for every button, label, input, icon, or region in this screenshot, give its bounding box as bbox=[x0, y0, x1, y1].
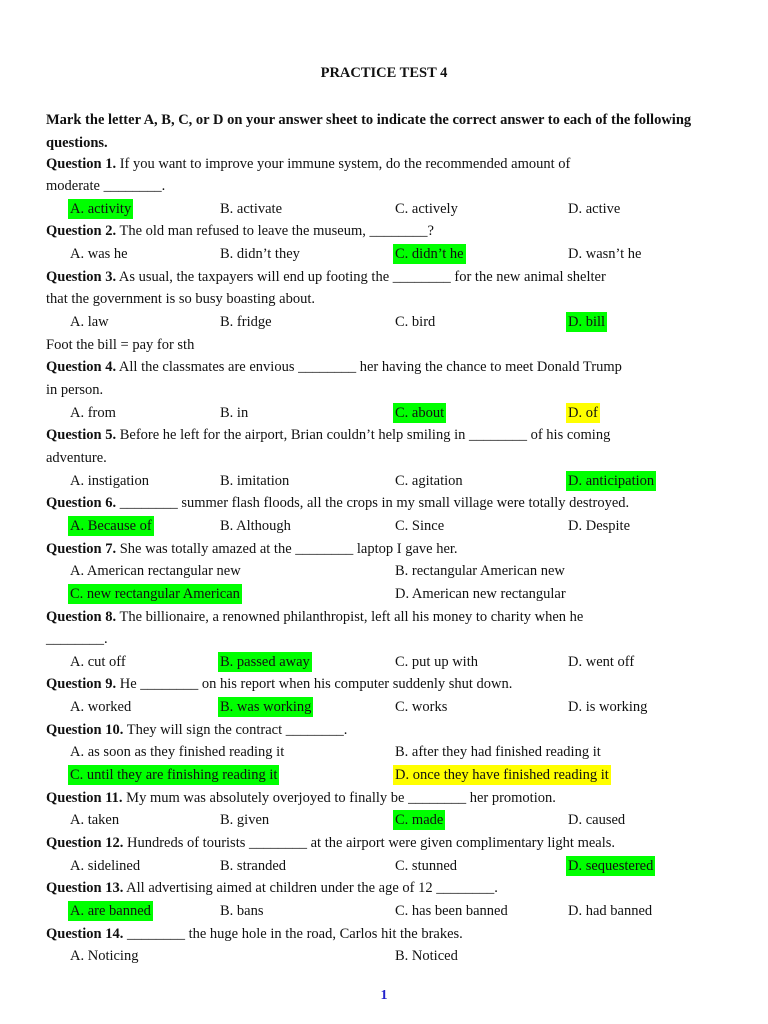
question-text: As usual, the taxpayers will end up footing the ________ for the new animal shelter bbox=[116, 268, 606, 285]
answer-option: D. sequestered bbox=[568, 857, 654, 874]
question-text: ________ summer flash floods, all the crops in my small village were totally destroyed. bbox=[116, 495, 630, 512]
question-label: Question 1. bbox=[46, 155, 117, 172]
answer-option: C. actively bbox=[395, 200, 458, 217]
question-text: that the government is so busy boasting about. bbox=[46, 291, 316, 308]
question-text-line bbox=[46, 924, 736, 944]
answer-option: A. are banned bbox=[70, 902, 151, 919]
page-title: PRACTICE TEST 4 bbox=[320, 65, 448, 81]
answer-option: C. new rectangular American bbox=[70, 585, 240, 602]
answer-option: D. wasn’t he bbox=[568, 246, 642, 263]
question-label: Question 4. bbox=[46, 359, 117, 376]
answer-option: C. agitation bbox=[395, 472, 463, 489]
answer-option: D. of bbox=[568, 404, 598, 421]
answer-option: A. American rectangular new bbox=[70, 563, 241, 580]
answer-option: A. cut off bbox=[70, 653, 126, 670]
answer-option: B. in bbox=[220, 404, 249, 421]
answer-option: B. after they had finished reading it bbox=[395, 744, 601, 761]
answer-option: D. caused bbox=[568, 812, 626, 829]
question-text: She was totally amazed at the ________ laptop I gave her. bbox=[116, 540, 458, 557]
answer-option: A. as soon as they finished reading it bbox=[70, 744, 285, 761]
question-label: Question 12. bbox=[46, 835, 124, 851]
question-text: All the classmates are envious ________ her having the chance to meet Donald Trump bbox=[116, 359, 622, 376]
question-text-line bbox=[46, 289, 736, 309]
question-label: Question 7. bbox=[46, 540, 117, 557]
answer-option: D. bill bbox=[568, 314, 606, 331]
instructions: Mark the letter A, B, C, or D on your answer sheet to indicate the correct answer to each of the following questions. bbox=[46, 112, 692, 151]
question-text-line bbox=[46, 357, 736, 377]
answer-option: D. anticipation bbox=[568, 472, 655, 489]
question-text-line bbox=[46, 267, 736, 287]
question-text: All advertising aimed at children under the age of 12 ________. bbox=[123, 880, 498, 897]
answer-option: A. activity bbox=[70, 200, 132, 217]
answer-option: C. Since bbox=[395, 517, 445, 534]
answer-option: A. Because of bbox=[70, 517, 152, 534]
question-text-line bbox=[46, 176, 736, 196]
question-text: My mum was absolutely overjoyed to finally be ________ her promotion. bbox=[122, 789, 556, 806]
question-text-line bbox=[46, 629, 736, 649]
answer-option: B. activate bbox=[220, 200, 283, 217]
answer-option: C. made bbox=[395, 812, 444, 829]
answer-option: B. given bbox=[220, 812, 270, 829]
question-text-line bbox=[46, 788, 736, 808]
answer-option: D. had banned bbox=[568, 902, 653, 919]
answer-option: D. went off bbox=[568, 653, 635, 670]
answer-option: A. worked bbox=[70, 699, 132, 716]
question-label: Question 14. bbox=[46, 925, 124, 942]
answer-note: Foot the bill = pay for sth bbox=[46, 336, 195, 353]
question-text: adventure. bbox=[46, 449, 107, 466]
answer-option: A. law bbox=[70, 314, 109, 331]
question-label: Question 9. bbox=[46, 676, 117, 693]
question-text: The billionaire, a renowned philanthropist, left all his money to charity when he bbox=[116, 608, 584, 625]
question-text: ________ the huge hole in the road, Carlos hit the brakes. bbox=[123, 925, 463, 942]
answer-option: C. has been banned bbox=[395, 902, 508, 919]
question-label: Question 13. bbox=[46, 880, 124, 897]
answer-option: B. imitation bbox=[220, 472, 290, 489]
question-label: Question 10. bbox=[46, 721, 124, 738]
answer-option: C. bird bbox=[395, 314, 436, 331]
question-text-line bbox=[46, 493, 736, 513]
question-text-line bbox=[46, 221, 736, 241]
answer-option: B. didn’t they bbox=[220, 246, 300, 263]
answer-option: B. passed away bbox=[220, 653, 310, 670]
answer-option: D. American new rectangular bbox=[395, 585, 566, 602]
question-text: He ________ on his report when his computer suddenly shut down. bbox=[116, 676, 513, 693]
question-text: Hundreds of tourists ________ at the airport were given complimentary light meals. bbox=[123, 835, 616, 851]
answer-option: A. sidelined bbox=[70, 857, 141, 874]
answer-option: C. put up with bbox=[395, 653, 478, 670]
question-label: Question 8. bbox=[46, 608, 117, 625]
question-label: Question 6. bbox=[46, 495, 117, 512]
question-text-line bbox=[46, 607, 736, 627]
question-text: They will sign the contract ________. bbox=[123, 721, 348, 738]
question-text-line bbox=[46, 878, 736, 898]
answer-option: A. Noticing bbox=[70, 948, 139, 965]
question-text-line bbox=[46, 720, 736, 740]
answer-option: B. rectangular American new bbox=[395, 563, 565, 580]
question-text-line bbox=[46, 154, 736, 174]
question-text-line bbox=[46, 833, 736, 853]
answer-option: D. Despite bbox=[568, 517, 631, 534]
question-label: Question 11. bbox=[46, 789, 123, 806]
question-label: Question 5. bbox=[46, 427, 117, 444]
answer-option: A. was he bbox=[70, 246, 128, 263]
answer-option: A. from bbox=[70, 404, 116, 421]
answer-option: A. taken bbox=[70, 812, 120, 829]
answer-option: D. active bbox=[568, 200, 621, 217]
answer-option: C. until they are finishing reading it bbox=[70, 767, 278, 784]
answer-option: B. fridge bbox=[220, 314, 272, 331]
answer-option: C. about bbox=[395, 404, 445, 421]
answer-option: C. didn’t he bbox=[395, 246, 464, 263]
answer-option: A. instigation bbox=[70, 472, 149, 489]
answer-option: D. once they have finished reading it bbox=[395, 767, 609, 784]
answer-option: B. Although bbox=[220, 517, 291, 534]
question-label: Question 3. bbox=[46, 268, 117, 285]
question-text: Before he left for the airport, Brian couldn’t help smiling in ________ of his coming bbox=[116, 427, 611, 444]
answer-option: C. works bbox=[395, 699, 448, 716]
answer-option: B. stranded bbox=[220, 857, 287, 874]
question-text: The old man refused to leave the museum, ________? bbox=[116, 223, 434, 240]
question-label: Question 2. bbox=[46, 223, 117, 240]
question-text: ________. bbox=[46, 631, 108, 648]
page-number: 1 bbox=[380, 988, 388, 1003]
question-text-line bbox=[46, 674, 736, 694]
answer-option: B. Noticed bbox=[395, 948, 458, 965]
answer-option: C. stunned bbox=[395, 857, 458, 874]
question-text-line bbox=[46, 448, 736, 468]
question-text: in person. bbox=[46, 382, 104, 398]
answer-option: B. bans bbox=[220, 902, 264, 919]
question-text-line bbox=[46, 539, 736, 559]
answer-option: D. is working bbox=[568, 699, 648, 716]
question-text-line bbox=[46, 425, 736, 445]
question-text: moderate ________. bbox=[46, 178, 166, 195]
answer-option: B. was working bbox=[220, 699, 312, 716]
question-text: If you want to improve your immune system, do the recommended amount of bbox=[116, 155, 571, 172]
question-text-line bbox=[46, 380, 736, 400]
